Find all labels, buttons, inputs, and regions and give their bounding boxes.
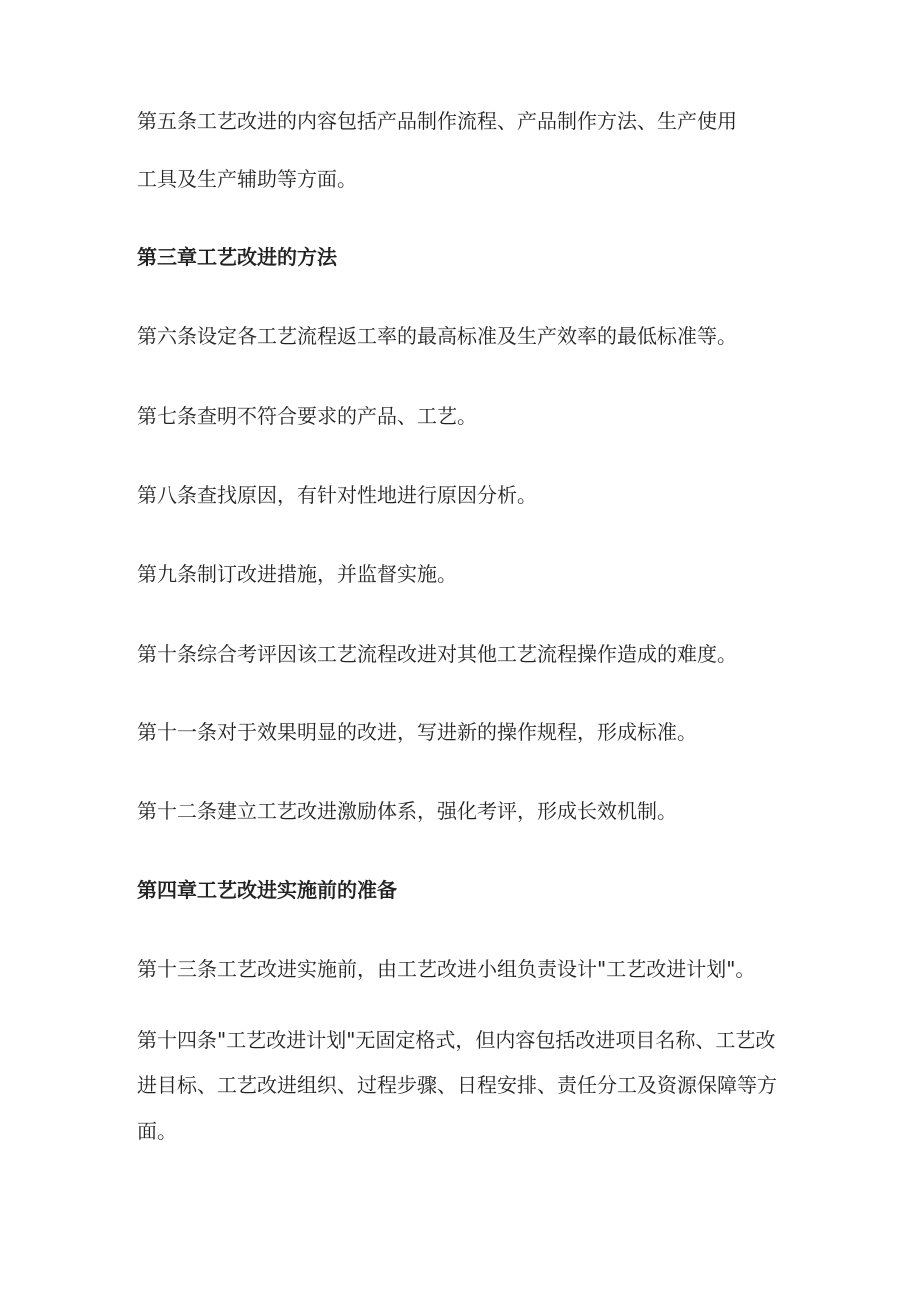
article-12: 第十二条建立工艺改进激励体系，强化考评，形成长效机制。: [137, 799, 677, 823]
article-8: 第八条查找原因，有针对性地进行原因分析。: [137, 483, 537, 507]
article-7: 第七条查明不符合要求的产品、工艺。: [137, 404, 477, 428]
article-10: 第十条综合考评因该工艺流程改进对其他工艺流程操作造成的难度。: [137, 642, 737, 666]
article-14-line-1: 第十四条"工艺改进计划"无固定格式，但内容包括改进项目名称、工艺改: [137, 1028, 776, 1052]
article-5-line-1: 第五条工艺改进的内容包括产品制作流程、产品制作方法、生产使用: [137, 109, 737, 133]
article-9: 第九条制订改进措施，并监督实施。: [137, 562, 457, 586]
article-6: 第六条设定各工艺流程返工率的最高标准及生产效率的最低标准等。: [137, 324, 737, 348]
article-11: 第十一条对于效果明显的改进，写进新的操作规程，形成标准。: [137, 720, 697, 744]
chapter-3-heading: 第三章工艺改进的方法: [137, 245, 337, 269]
chapter-4-heading: 第四章工艺改进实施前的准备: [137, 878, 397, 902]
article-14-line-2: 进目标、工艺改进组织、过程步骤、日程安排、责任分工及资源保障等方: [137, 1073, 777, 1097]
article-14-line-3: 面。: [137, 1119, 177, 1143]
article-5-line-2: 工具及生产辅助等方面。: [137, 167, 357, 191]
article-13: 第十三条工艺改进实施前，由工艺改进小组负责设计"工艺改进计划"。: [137, 957, 756, 981]
